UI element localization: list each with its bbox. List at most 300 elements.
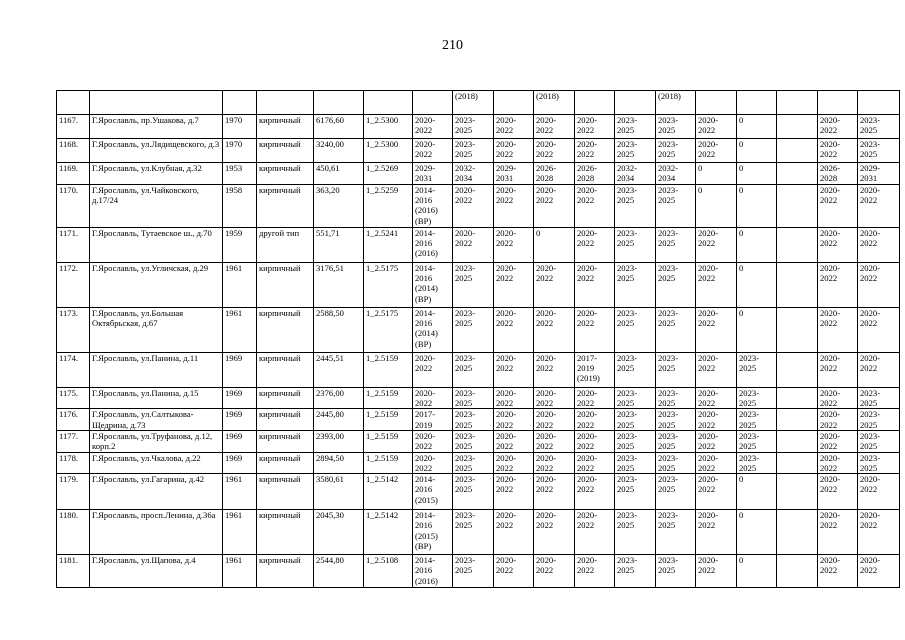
period-cell: 2020- 2022: [494, 452, 534, 474]
period-cell: 0: [737, 184, 777, 227]
area-cell: 2445,80: [314, 409, 364, 431]
area-cell: 6176,60: [314, 115, 364, 139]
period-cell: 0: [696, 163, 737, 185]
year-built-cell: 1961: [223, 307, 257, 352]
period-cell: 2020- 2022: [494, 115, 534, 139]
period-cell: 2020- 2022: [534, 115, 575, 139]
continuation-cell: [575, 91, 615, 115]
period-cell: [777, 555, 818, 588]
code-cell: 1_2.5300: [364, 115, 413, 139]
year-built-cell: 1959: [223, 227, 257, 262]
period-cell: 2020- 2022: [575, 387, 615, 409]
period-cell: 2023- 2025: [656, 227, 696, 262]
period-cell: 2023- 2025: [656, 139, 696, 163]
period-cell: 2014- 2016 (2016) (ВР): [413, 184, 453, 227]
year-built-cell: 1970: [223, 115, 257, 139]
address-cell: Г.Ярославль, ул.Салтыкова-Щедрина, д.73: [90, 409, 223, 431]
period-cell: 2023- 2025: [615, 409, 656, 431]
table-row: [57, 115, 900, 139]
period-cell: 0: [737, 474, 777, 510]
period-cell: [777, 409, 818, 431]
period-cell: 0: [737, 262, 777, 307]
table-row: [57, 139, 900, 163]
wall-material-cell: кирпичный: [257, 430, 314, 452]
period-cell: 2023- 2025: [453, 474, 494, 510]
period-cell: 2023- 2025: [453, 409, 494, 431]
continuation-cell: [737, 91, 777, 115]
period-cell: 2014- 2016 (2014) (ВР): [413, 307, 453, 352]
period-cell: 2020- 2022: [575, 510, 615, 555]
period-cell: 2020- 2022: [575, 430, 615, 452]
period-cell: 2026- 2028: [818, 163, 858, 185]
year-built-cell: 1969: [223, 352, 257, 387]
period-cell: 2020- 2022: [818, 409, 858, 431]
year-built-cell: 1961: [223, 510, 257, 555]
continuation-cell: [615, 91, 656, 115]
address-cell: Г.Ярославль, ул.Угличская, д.29: [90, 262, 223, 307]
wall-material-cell: кирпичный: [257, 115, 314, 139]
period-cell: 2023- 2025: [656, 474, 696, 510]
period-cell: 2023- 2025: [615, 510, 656, 555]
period-cell: 2014- 2016 (2014) (ВР): [413, 262, 453, 307]
period-cell: 2020- 2022: [858, 555, 900, 588]
period-cell: 2023- 2025: [858, 430, 900, 452]
period-cell: [777, 262, 818, 307]
year-built-cell: 1958: [223, 184, 257, 227]
code-cell: 1_2.5108: [364, 555, 413, 588]
period-cell: 2023- 2025: [656, 352, 696, 387]
period-cell: 0: [737, 510, 777, 555]
period-cell: 2020- 2022: [696, 452, 737, 474]
period-cell: 2020- 2022: [858, 510, 900, 555]
period-cell: [777, 227, 818, 262]
period-cell: 2023- 2025: [656, 387, 696, 409]
period-cell: [777, 115, 818, 139]
period-cell: 2032- 2034: [453, 163, 494, 185]
address-cell: Г.Ярославль, ул.Панина, д.15: [90, 387, 223, 409]
period-cell: 2023- 2025: [453, 510, 494, 555]
row-number-cell: 1172.: [57, 262, 90, 307]
period-cell: 2014- 2016 (2015): [413, 474, 453, 510]
period-cell: 2023- 2025: [858, 409, 900, 431]
continuation-cell: (2018): [534, 91, 575, 115]
period-cell: 2023- 2025: [656, 307, 696, 352]
period-cell: 2020- 2022: [494, 510, 534, 555]
period-cell: 2023- 2025: [615, 452, 656, 474]
period-cell: 2020- 2022: [575, 555, 615, 588]
period-cell: 2020- 2022: [575, 139, 615, 163]
period-cell: 2023- 2025: [656, 430, 696, 452]
row-number-cell: 1173.: [57, 307, 90, 352]
address-cell: Г.Ярославль, пр.Ушакова, д.7: [90, 115, 223, 139]
year-built-cell: 1953: [223, 163, 257, 185]
table-row: [57, 387, 900, 409]
period-cell: 2023- 2025: [656, 510, 696, 555]
period-cell: 2020- 2022: [818, 352, 858, 387]
period-cell: 0: [696, 184, 737, 227]
row-number-cell: 1176.: [57, 409, 90, 431]
code-cell: 1_2.5159: [364, 387, 413, 409]
table-row: [57, 307, 900, 352]
period-cell: 2020- 2022: [534, 452, 575, 474]
period-cell: 2023- 2025: [656, 184, 696, 227]
period-cell: 2023- 2025: [453, 387, 494, 409]
period-cell: 2020- 2022: [453, 184, 494, 227]
period-cell: 2020- 2022: [858, 262, 900, 307]
period-cell: 2020- 2022: [575, 474, 615, 510]
period-cell: 2020- 2022: [413, 352, 453, 387]
period-cell: 2020- 2022: [494, 352, 534, 387]
period-cell: 2020- 2022: [696, 139, 737, 163]
period-cell: 2023- 2025: [453, 352, 494, 387]
wall-material-cell: кирпичный: [257, 184, 314, 227]
period-cell: 2020- 2022: [696, 409, 737, 431]
year-built-cell: 1969: [223, 430, 257, 452]
area-cell: 363,20: [314, 184, 364, 227]
area-cell: 2544,80: [314, 555, 364, 588]
period-cell: 2023- 2025: [737, 409, 777, 431]
period-cell: 2020- 2022: [534, 307, 575, 352]
area-cell: 551,71: [314, 227, 364, 262]
address-cell: Г.Ярославль, ул.Клубная, д.32: [90, 163, 223, 185]
period-cell: [777, 430, 818, 452]
area-cell: 3240,00: [314, 139, 364, 163]
table-row: [57, 184, 900, 227]
period-cell: 2020- 2022: [696, 307, 737, 352]
period-cell: 0: [737, 115, 777, 139]
period-cell: 2020- 2022: [413, 452, 453, 474]
area-cell: 2445,51: [314, 352, 364, 387]
code-cell: 1_2.5241: [364, 227, 413, 262]
row-number-cell: 1181.: [57, 555, 90, 588]
period-cell: 2020- 2022: [696, 262, 737, 307]
period-cell: 2020- 2022: [696, 227, 737, 262]
period-cell: 2023- 2025: [656, 409, 696, 431]
table-row: [57, 555, 900, 588]
period-cell: 2023- 2025: [615, 139, 656, 163]
period-cell: 2020- 2022: [534, 262, 575, 307]
period-cell: 2020- 2022: [858, 184, 900, 227]
period-cell: 2020- 2022: [575, 307, 615, 352]
continuation-cell: [223, 91, 257, 115]
period-cell: 2023- 2025: [615, 227, 656, 262]
address-cell: Г.Ярославль, ул.Гагарина, д.42: [90, 474, 223, 510]
period-cell: 2014- 2016 (2016): [413, 555, 453, 588]
period-cell: 2020- 2022: [696, 430, 737, 452]
code-cell: 1_2.5142: [364, 510, 413, 555]
period-cell: 2017- 2019: [413, 409, 453, 431]
code-cell: 1_2.5159: [364, 452, 413, 474]
period-cell: 2020- 2022: [534, 352, 575, 387]
period-cell: 2023- 2025: [615, 115, 656, 139]
period-cell: 2020- 2022: [534, 555, 575, 588]
area-cell: 2894,50: [314, 452, 364, 474]
wall-material-cell: кирпичный: [257, 474, 314, 510]
period-cell: 2020- 2022: [818, 555, 858, 588]
period-cell: 2020- 2022: [858, 307, 900, 352]
code-cell: 1_2.5175: [364, 307, 413, 352]
continuation-cell: [413, 91, 453, 115]
code-cell: 1_2.5259: [364, 184, 413, 227]
continuation-cell: (2018): [453, 91, 494, 115]
period-cell: 2023- 2025: [737, 387, 777, 409]
area-cell: 3580,61: [314, 474, 364, 510]
period-cell: 2020- 2022: [534, 409, 575, 431]
area-cell: 450,61: [314, 163, 364, 185]
area-cell: 2393,00: [314, 430, 364, 452]
period-cell: 2020- 2022: [858, 227, 900, 262]
page-number: 210: [442, 38, 463, 53]
period-cell: 2026- 2028: [534, 163, 575, 185]
period-cell: 2023- 2025: [453, 262, 494, 307]
wall-material-cell: кирпичный: [257, 409, 314, 431]
period-cell: [777, 474, 818, 510]
code-cell: 1_2.5159: [364, 352, 413, 387]
wall-material-cell: кирпичный: [257, 352, 314, 387]
wall-material-cell: кирпичный: [257, 510, 314, 555]
period-cell: 2023- 2025: [453, 452, 494, 474]
code-cell: 1_2.5142: [364, 474, 413, 510]
continuation-cell: [57, 91, 90, 115]
housing-table: [56, 90, 900, 588]
period-cell: 2020- 2022: [858, 474, 900, 510]
period-cell: 2023- 2025: [656, 262, 696, 307]
period-cell: 2020- 2022: [818, 184, 858, 227]
period-cell: 2020- 2022: [858, 352, 900, 387]
period-cell: 2023- 2025: [858, 139, 900, 163]
period-cell: [777, 184, 818, 227]
period-cell: 2020- 2022: [818, 452, 858, 474]
period-cell: 2020- 2022: [818, 307, 858, 352]
period-cell: 2020- 2022: [818, 262, 858, 307]
period-cell: 2020- 2022: [494, 307, 534, 352]
address-cell: Г.Ярославль, ул.Лядищевского, д.3: [90, 139, 223, 163]
continuation-cell: [257, 91, 314, 115]
period-cell: 2020- 2022: [494, 555, 534, 588]
period-cell: 2026- 2028: [575, 163, 615, 185]
period-cell: 2023- 2025: [615, 262, 656, 307]
row-number-cell: 1170.: [57, 184, 90, 227]
period-cell: 2020- 2022: [696, 474, 737, 510]
row-number-cell: 1179.: [57, 474, 90, 510]
period-cell: 2020- 2022: [818, 474, 858, 510]
period-cell: 2020- 2022: [696, 510, 737, 555]
period-cell: 2029- 2031: [413, 163, 453, 185]
period-cell: 2020- 2022: [818, 387, 858, 409]
period-cell: 2023- 2025: [858, 452, 900, 474]
wall-material-cell: другой тип: [257, 227, 314, 262]
period-cell: 2023- 2025: [615, 184, 656, 227]
area-cell: 2376,00: [314, 387, 364, 409]
period-cell: 2023- 2025: [656, 555, 696, 588]
period-cell: 2020- 2022: [534, 510, 575, 555]
period-cell: 2020- 2022: [696, 555, 737, 588]
period-cell: 2020- 2022: [818, 115, 858, 139]
year-built-cell: 1969: [223, 387, 257, 409]
period-cell: 2020- 2022: [575, 262, 615, 307]
period-cell: 2020- 2022: [494, 430, 534, 452]
period-cell: 2020- 2022: [575, 115, 615, 139]
address-cell: Г.Ярославль, ул.Щапова, д.4: [90, 555, 223, 588]
period-cell: 2023- 2025: [615, 307, 656, 352]
period-cell: 2020- 2022: [494, 387, 534, 409]
row-number-cell: 1177.: [57, 430, 90, 452]
continuation-cell: [314, 91, 364, 115]
period-cell: 2023- 2025: [615, 555, 656, 588]
period-cell: 2020- 2022: [453, 227, 494, 262]
period-cell: 2023- 2025: [656, 115, 696, 139]
period-cell: 2023- 2025: [453, 307, 494, 352]
table-row: [57, 510, 900, 555]
period-cell: 2020- 2022: [494, 227, 534, 262]
year-built-cell: 1969: [223, 452, 257, 474]
period-cell: 2020- 2022: [413, 430, 453, 452]
year-built-cell: 1969: [223, 409, 257, 431]
period-cell: 2020- 2022: [534, 474, 575, 510]
row-number-cell: 1169.: [57, 163, 90, 185]
period-cell: 2020- 2022: [534, 387, 575, 409]
period-cell: 2020- 2022: [413, 387, 453, 409]
period-cell: 2023- 2025: [858, 387, 900, 409]
period-cell: 2032- 2034: [615, 163, 656, 185]
code-cell: 1_2.5159: [364, 409, 413, 431]
wall-material-cell: кирпичный: [257, 555, 314, 588]
table-row: [57, 409, 900, 431]
period-cell: 2023- 2025: [656, 452, 696, 474]
period-cell: 2020- 2022: [494, 139, 534, 163]
period-cell: 2020- 2022: [575, 409, 615, 431]
row-number-cell: 1180.: [57, 510, 90, 555]
address-cell: Г.Ярославль, Тутаевское ш., д.70: [90, 227, 223, 262]
area-cell: 2045,30: [314, 510, 364, 555]
period-cell: 2020- 2022: [534, 184, 575, 227]
period-cell: 2020- 2022: [413, 139, 453, 163]
period-cell: 2020- 2022: [494, 184, 534, 227]
period-cell: 2023- 2025: [615, 352, 656, 387]
period-cell: 2023- 2025: [615, 474, 656, 510]
period-cell: [777, 307, 818, 352]
period-cell: 2023- 2025: [615, 387, 656, 409]
address-cell: Г.Ярославль, просп.Ленина, д.36а: [90, 510, 223, 555]
period-cell: 0: [737, 227, 777, 262]
period-cell: 2020- 2022: [494, 262, 534, 307]
continuation-cell: [858, 91, 900, 115]
wall-material-cell: кирпичный: [257, 262, 314, 307]
period-cell: 2023- 2025: [858, 115, 900, 139]
code-cell: 1_2.5269: [364, 163, 413, 185]
year-built-cell: 1970: [223, 139, 257, 163]
period-cell: 2023- 2025: [453, 555, 494, 588]
wall-material-cell: кирпичный: [257, 139, 314, 163]
period-cell: 2020- 2022: [575, 227, 615, 262]
period-cell: 2020- 2022: [818, 227, 858, 262]
year-built-cell: 1961: [223, 262, 257, 307]
period-cell: 2029- 2031: [858, 163, 900, 185]
row-number-cell: 1171.: [57, 227, 90, 262]
code-cell: 1_2.5175: [364, 262, 413, 307]
wall-material-cell: кирпичный: [257, 387, 314, 409]
table-row: [57, 430, 900, 452]
table-row: [57, 452, 900, 474]
period-cell: 2014- 2016 (2016): [413, 227, 453, 262]
wall-material-cell: кирпичный: [257, 163, 314, 185]
period-cell: 2020- 2022: [534, 139, 575, 163]
period-cell: 2020- 2022: [818, 430, 858, 452]
period-cell: 2020- 2022: [575, 184, 615, 227]
period-cell: 2020- 2022: [413, 115, 453, 139]
period-cell: 2020- 2022: [534, 430, 575, 452]
period-cell: 2023- 2025: [453, 115, 494, 139]
address-cell: Г.Ярославль, ул.Панина, д.11: [90, 352, 223, 387]
period-cell: 2020- 2022: [696, 115, 737, 139]
continuation-cell: [696, 91, 737, 115]
continuation-cell: (2018): [656, 91, 696, 115]
row-number-cell: 1178.: [57, 452, 90, 474]
period-cell: 2023- 2025: [453, 430, 494, 452]
year-built-cell: 1961: [223, 474, 257, 510]
period-cell: 2029- 2031: [494, 163, 534, 185]
period-cell: 2020- 2022: [818, 510, 858, 555]
continuation-cell: [494, 91, 534, 115]
period-cell: 2023- 2025: [453, 139, 494, 163]
table-row: [57, 262, 900, 307]
period-cell: 2023- 2025: [737, 452, 777, 474]
continuation-cell: [818, 91, 858, 115]
continuation-row: [57, 91, 900, 115]
period-cell: 2032- 2034: [656, 163, 696, 185]
area-cell: 3176,51: [314, 262, 364, 307]
code-cell: 1_2.5300: [364, 139, 413, 163]
row-number-cell: 1168.: [57, 139, 90, 163]
row-number-cell: 1175.: [57, 387, 90, 409]
continuation-cell: [364, 91, 413, 115]
table-row: [57, 163, 900, 185]
period-cell: 2020- 2022: [696, 387, 737, 409]
period-cell: 0: [737, 163, 777, 185]
period-cell: 2023- 2025: [737, 430, 777, 452]
period-cell: [777, 452, 818, 474]
row-number-cell: 1167.: [57, 115, 90, 139]
period-cell: [777, 352, 818, 387]
period-cell: 2017- 2019 (2019): [575, 352, 615, 387]
period-cell: 2020- 2022: [494, 409, 534, 431]
table-row: [57, 474, 900, 510]
period-cell: 2023- 2025: [737, 352, 777, 387]
continuation-cell: [777, 91, 818, 115]
code-cell: 1_2.5159: [364, 430, 413, 452]
period-cell: 2020- 2022: [696, 352, 737, 387]
period-cell: 2023- 2025: [615, 430, 656, 452]
address-cell: Г.Ярославль, ул.Чкалова, д.22: [90, 452, 223, 474]
address-cell: Г.Ярославль, ул.Чайковского, д.17/24: [90, 184, 223, 227]
area-cell: 2588,50: [314, 307, 364, 352]
table-row: [57, 227, 900, 262]
period-cell: 0: [737, 307, 777, 352]
year-built-cell: 1961: [223, 555, 257, 588]
period-cell: 2020- 2022: [494, 474, 534, 510]
wall-material-cell: кирпичный: [257, 452, 314, 474]
period-cell: [777, 163, 818, 185]
period-cell: 0: [534, 227, 575, 262]
continuation-cell: [90, 91, 223, 115]
period-cell: 0: [737, 555, 777, 588]
address-cell: Г.Ярославль, ул.Труфанова, д.12, корп.2: [90, 430, 223, 452]
wall-material-cell: кирпичный: [257, 307, 314, 352]
period-cell: 2020- 2022: [818, 139, 858, 163]
table-row: [57, 352, 900, 387]
period-cell: [777, 510, 818, 555]
period-cell: 2020- 2022: [575, 452, 615, 474]
